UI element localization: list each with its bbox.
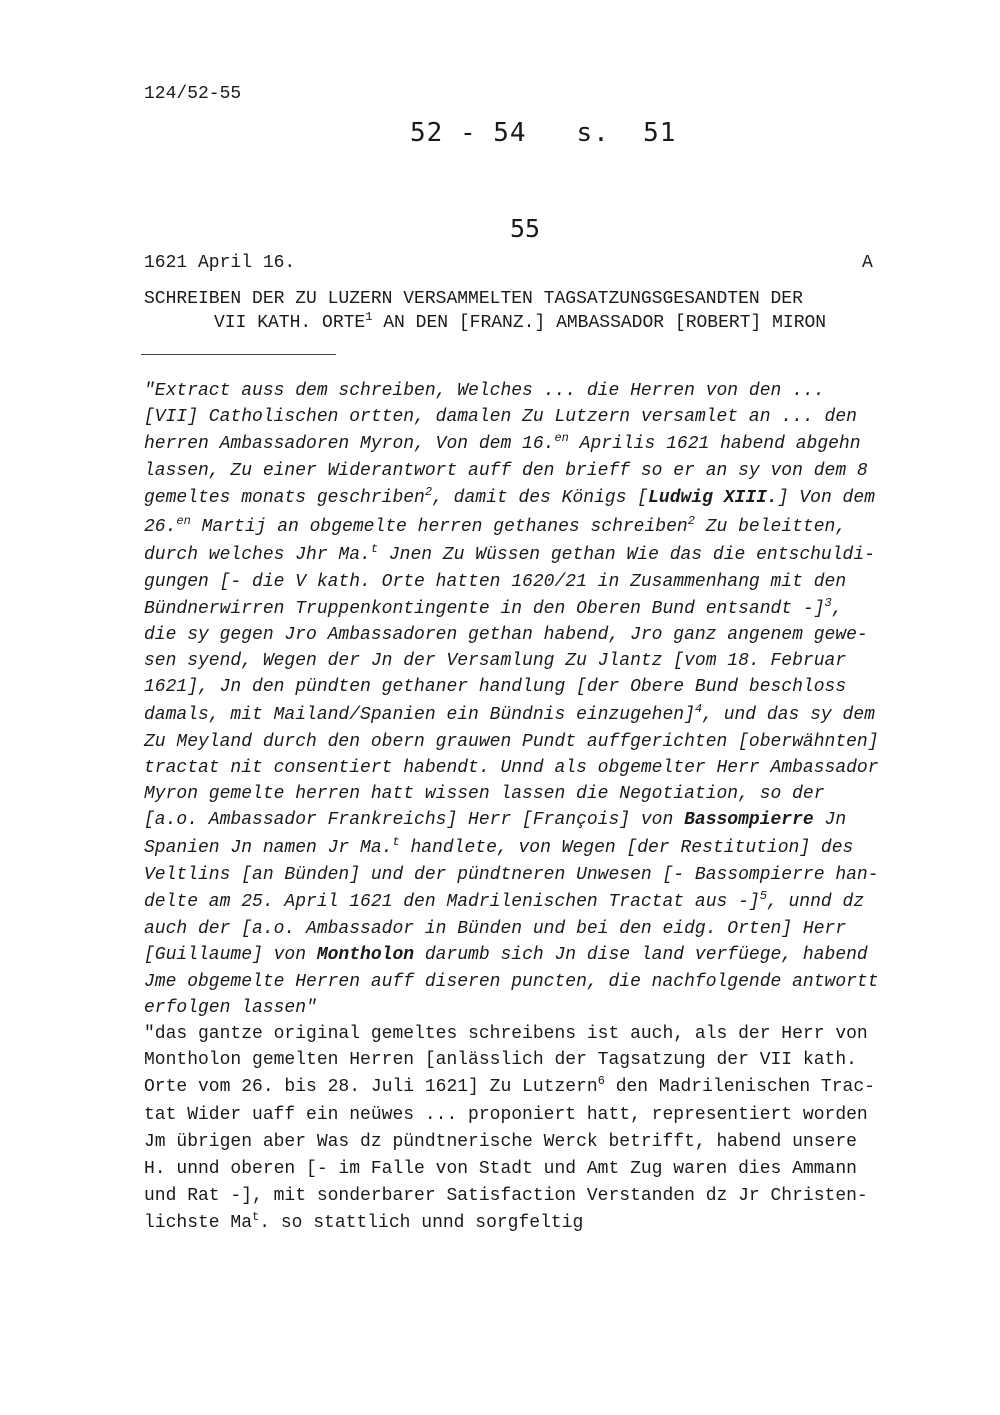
archive-reference: 124/52-55 [144,84,242,104]
extract-line: [Guillaume] von Montholon darumb sich Jn dise land verfüege, habend [144,945,868,965]
extract-line: delte am 25. April 1621 den Madrilenischen Tractat aus -]$^5$, unnd dz [144,889,865,912]
extract-line: erfolgen lassen" [144,998,317,1018]
document-number: 55 [510,214,541,243]
original-line: lichste Ma$^t$. so stattlich unnd sorgfeltig [144,1210,584,1233]
title-line-2: VII KATH. ORTE$^1$ AN DEN [FRANZ.] AMBASSADOR [ROBERT] MIRON [214,310,827,333]
original-line: "das gantze original gemeltes schreibens ist auch, als der Herr von [144,1024,868,1044]
extract-line: herren Ambassadoren Myron, Von dem 16.$^{en}$ Aprilis 1621 habend abgehn [144,431,861,454]
original-line: tat Wider uaff ein neüwes ... proponiert hatt, representiert worden [144,1105,868,1125]
extract-line: auch der [a.o. Ambassador in Bünden und bei den eidg. Orten] Herr [144,919,847,939]
extract-line: die sy gegen Jro Ambassadoren gethan habend, Jro ganz angenem gewe- [144,625,868,645]
extract-line: gungen [- die V kath. Orte hatten 1620/21 in Zusammenhang mit den [144,572,847,592]
title-line-1: SCHREIBEN DER ZU LUZERN VERSAMMELTEN TAGSATZUNGSGESANDTEN DER [144,289,803,309]
extract-line: 1621], Jn den pündten gethaner handlung [der Obere Bund beschloss [144,677,847,697]
extract-line: "Extract auss dem schreiben, Welches ... die Herren von den ... [144,381,825,401]
extract-line: lassen, Zu einer Widerantwort auff den brieff so er an sy von dem 8 [144,461,868,481]
extract-line: damals, mit Mailand/Spanien ein Bündnis einzugehen]$^4$, und das sy dem [144,702,875,725]
original-line: und Rat -], mit sonderbarer Satisfaction Verstanden dz Jr Christen- [144,1186,868,1206]
extract-line: Bündnerwirren Truppenkontingente in den Oberen Bund entsandt -]$^3$, [144,596,843,619]
document-date: 1621 April 16. [144,253,296,273]
original-line: Montholon gemelten Herren [anlässlich der Tagsatzung der VII kath. [144,1050,857,1070]
page-range: 52 - 54 s. 51 [410,118,677,148]
original-line: H. unnd oberen [- im Falle von Stadt und Amt Zug waren dies Ammann [144,1159,857,1179]
extract-line: gemeltes monats geschriben$^2$, damit des Königs [Ludwig XIII.] Von dem [144,485,875,508]
extract-line: 26.$^{en}$ Martij an obgemelte herren gethanes schreiben$^2$ Zu beleitten, [144,514,847,537]
original-line: Jm übrigen aber Was dz pündtnerische Werck betrifft, habend unsere [144,1132,857,1152]
extract-line: tractat nit consentiert habendt. Unnd als obgemelter Herr Ambassador [144,758,879,778]
section-divider [141,354,336,355]
extract-line: [VII] Catholischen ortten, damalen Zu Lutzern versamlet an ... den [144,407,857,427]
extract-line: durch welches Jhr Ma.$^t$ Jnen Zu Wüssen gethan Wie das die entschuldi- [144,542,875,565]
extract-line: Jme obgemelte Herren auff diseren puncten, die nachfolgende antwortt [144,972,879,992]
extract-line: [a.o. Ambassador Frankreichs] Herr [François] von Bassompierre Jn [144,810,847,830]
extract-line: Myron gemelte herren hatt wissen lassen die Negotiation, so der [144,784,825,804]
document-marker: A [862,253,873,273]
extract-line: Veltlins [an Bünden] und der pündtneren Unwesen [- Bassompierre han- [144,865,879,885]
extract-line: sen syend, Wegen der Jn der Versamlung Zu Jlantz [vom 18. Februar [144,651,847,671]
original-line: Orte vom 26. bis 28. Juli 1621] Zu Lutzern$^6$ den Madrilenischen Trac- [144,1074,875,1097]
extract-line: Spanien Jn namen Jr Ma.$^t$ handlete, von Wegen [der Restitution] des [144,835,854,858]
extract-line: Zu Meyland durch den obern grauwen Pundt auffgerichten [oberwähnten] [144,732,879,752]
